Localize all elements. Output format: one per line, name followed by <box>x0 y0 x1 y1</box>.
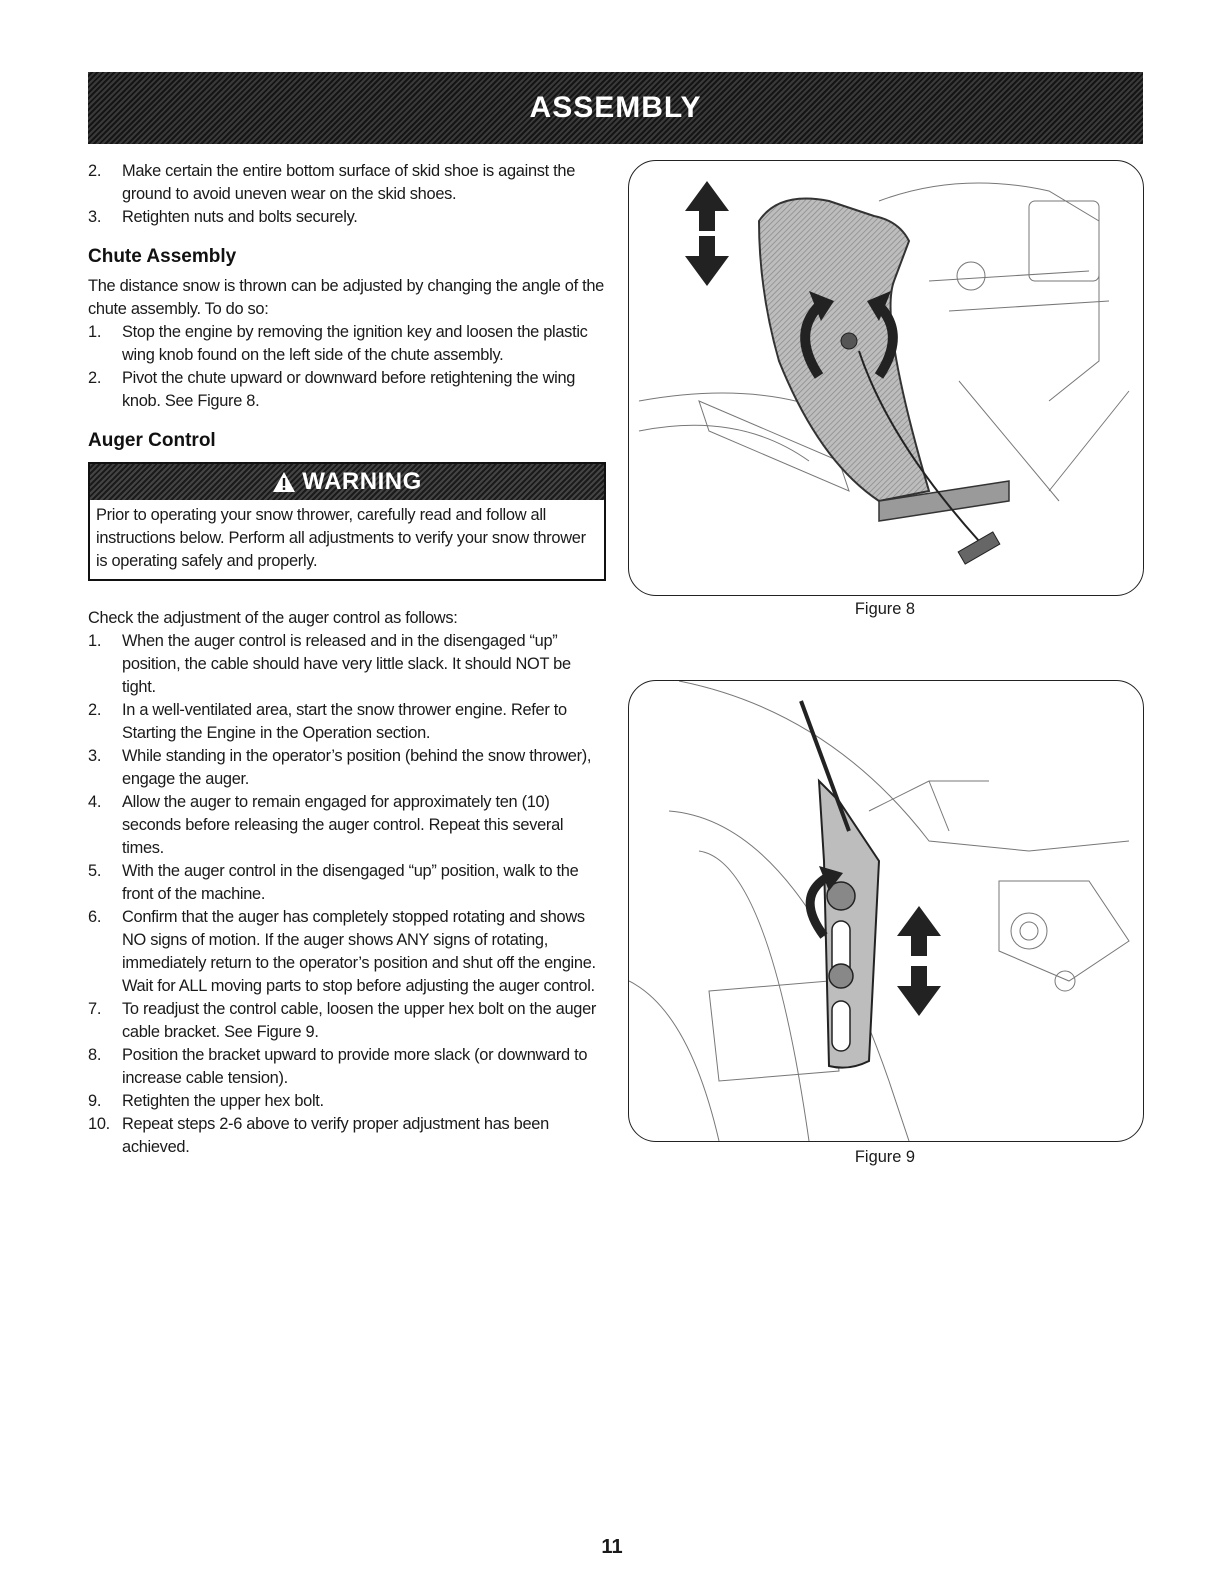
up-down-arrow-icon <box>685 181 729 286</box>
list-item <box>88 791 606 860</box>
step-number: 8. <box>88 1046 102 1064</box>
figure-9-illustration <box>628 680 1144 1142</box>
left-column <box>88 160 606 1159</box>
list-item <box>88 321 606 367</box>
step-number: 10. <box>88 1115 110 1133</box>
warning-box <box>88 462 606 581</box>
chute-intro: The distance snow is thrown can be adjusted by changing the angle of the chute assembly. To do so: <box>88 277 605 318</box>
section-banner <box>88 72 1143 144</box>
step-number: 6. <box>88 908 102 926</box>
step-text: Retighten nuts and bolts securely. <box>122 208 358 226</box>
step-number: 2. <box>88 369 102 387</box>
step-number: 5. <box>88 862 102 880</box>
step-text: Pivot the chute upward or downward before retightening the wing knob. See Figure 8. <box>122 369 576 410</box>
step-number: 1. <box>88 632 102 650</box>
chute-illustration <box>629 161 1143 595</box>
up-down-arrow-icon <box>897 906 941 1016</box>
list-item <box>88 906 606 998</box>
step-number: 2. <box>88 701 102 719</box>
step-number: 4. <box>88 793 102 811</box>
chute-heading: Chute Assembly <box>88 246 237 267</box>
auger-intro: Check the adjustment of the auger control as follows: <box>88 609 458 627</box>
step-text: When the auger control is released and in the disengaged “up” position, the cable should have very little slack. It should NOT be tight. <box>122 632 571 696</box>
warning-triangle-icon <box>272 471 296 493</box>
warning-title: WARNING <box>302 468 422 495</box>
list-item <box>88 1113 606 1159</box>
bracket-illustration <box>629 681 1143 1141</box>
list-item <box>88 1044 606 1090</box>
step-text: Repeat steps 2-6 above to verify proper adjustment has been achieved. <box>122 1115 549 1156</box>
page-number: 11 <box>601 1536 623 1558</box>
figure-9-caption: Figure 9 <box>854 1148 916 1166</box>
step-text: In a well-ventilated area, start the snow thrower engine. Refer to Starting the Engine in the Operation section. <box>122 701 567 742</box>
step-number: 2. <box>88 162 102 180</box>
step-number: 3. <box>88 747 102 765</box>
list-item <box>88 160 606 206</box>
auger-steps-list <box>88 630 606 1159</box>
step-text: Stop the engine by removing the ignition key and loosen the plastic wing knob found on the left side of the chute assembly. <box>122 323 588 364</box>
warning-text: Prior to operating your snow thrower, carefully read and follow all instructions below. Perform all adjustments to verify your snow thrower is operating safely and properly. <box>96 506 586 570</box>
list-item <box>88 745 606 791</box>
step-number: 1. <box>88 323 102 341</box>
step-text: Retighten the upper hex bolt. <box>122 1092 324 1110</box>
step-number: 7. <box>88 1000 102 1018</box>
step-number: 3. <box>88 208 102 226</box>
list-item <box>88 699 606 745</box>
figure-8-caption: Figure 8 <box>854 600 916 618</box>
step-text: Make certain the entire bottom surface of skid shoe is against the ground to avoid uneven wear on the skid shoes. <box>122 162 576 203</box>
list-item <box>88 367 606 413</box>
step-text: Confirm that the auger has completely stopped rotating and shows NO signs of motion. If the auger shows ANY signs of rotating, immediately return to the operator’s position and shut off the engine. Wait for ALL moving parts to stop before adjusting the auger control. <box>122 908 596 995</box>
auger-heading: Auger Control <box>88 430 216 451</box>
list-item <box>88 860 606 906</box>
list-item <box>88 206 606 229</box>
step-text: While standing in the operator’s position (behind the snow thrower), engage the auger. <box>122 747 592 788</box>
warning-header <box>90 464 604 500</box>
list-item <box>88 1090 606 1113</box>
list-item <box>88 630 606 699</box>
step-text: With the auger control in the disengaged “up” position, walk to the front of the machine. <box>122 862 579 903</box>
step-text: To readjust the control cable, loosen the upper hex bolt on the auger cable bracket. See Figure 9. <box>122 1000 597 1041</box>
step-number: 9. <box>88 1092 102 1110</box>
section-title: ASSEMBLY <box>529 91 702 124</box>
figure-8-illustration <box>628 160 1144 596</box>
list-item <box>88 998 606 1044</box>
step-text: Allow the auger to remain engaged for approximately ten (10) seconds before releasing the auger control. Repeat this several times. <box>122 793 564 857</box>
step-text: Position the bracket upward to provide more slack (or downward to increase cable tension). <box>122 1046 588 1087</box>
